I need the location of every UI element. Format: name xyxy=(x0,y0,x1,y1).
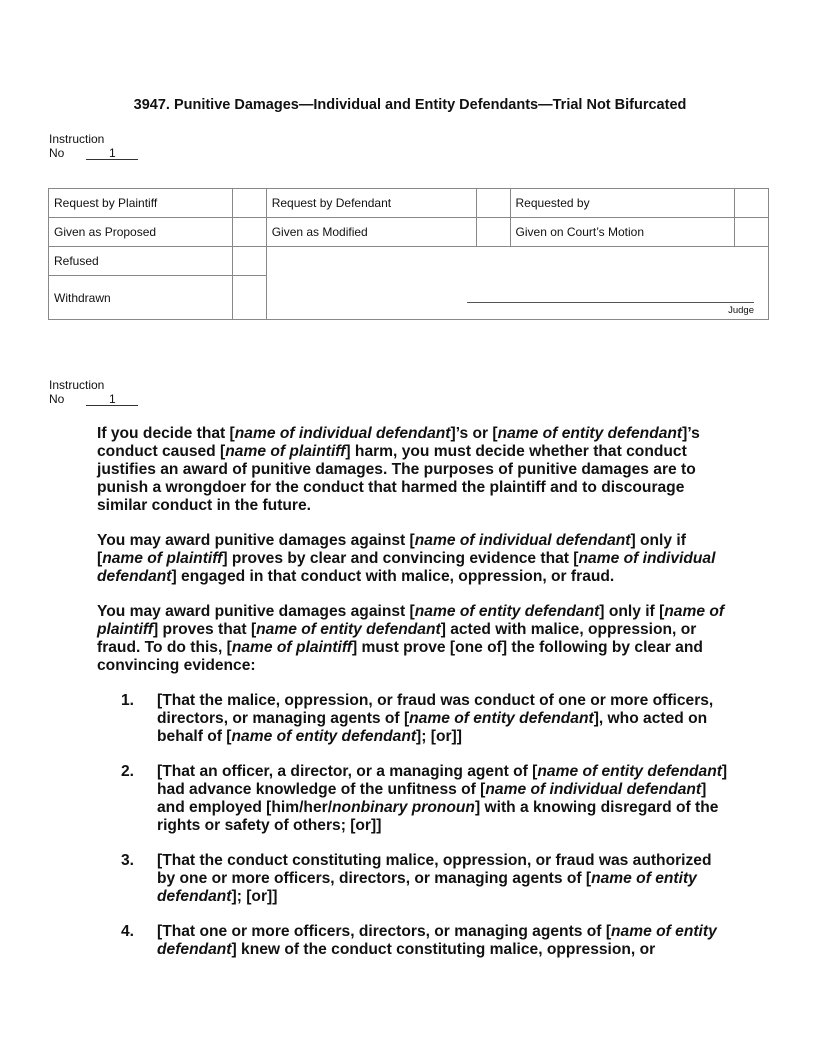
request-by-defendant-box[interactable] xyxy=(476,189,510,218)
text-segment: ]’s conduct caused [ xyxy=(97,425,700,460)
placeholder-text: name of individual defendant xyxy=(414,532,631,549)
instruction-body xyxy=(97,425,729,976)
text-segment: [That the conduct constituting malice, oppression, or fraud was authorized by one or more officers, directors, or managing agents of [ xyxy=(157,852,712,887)
instruction-label: Instruction xyxy=(49,132,105,146)
text-segment: ]; [or]] xyxy=(231,888,278,905)
text-segment: ] and employed [him/her/ xyxy=(157,781,707,816)
placeholder-text: name of entity defendant xyxy=(157,870,697,905)
placeholder-text: name of entity defendant xyxy=(409,710,594,727)
judge-signature-line xyxy=(467,302,754,303)
text-segment: ] proves that [ xyxy=(153,621,257,638)
instruction-number: 1 xyxy=(86,147,138,160)
text-segment: ] only if [ xyxy=(599,603,665,620)
request-by-plaintiff-label: Request by Plaintiff xyxy=(49,189,233,218)
text-segment: ]; [or]] xyxy=(416,728,462,745)
instruction-label: Instruction xyxy=(49,378,105,392)
text-segment: You may award punitive damages against [ xyxy=(97,603,415,620)
request-by-plaintiff-box[interactable] xyxy=(232,189,266,218)
request-by-defendant-label: Request by Defendant xyxy=(266,189,476,218)
placeholder-text: name of entity defendant xyxy=(231,728,417,745)
placeholder-text: name of plaintiff xyxy=(231,639,352,656)
withdrawn-box[interactable] xyxy=(232,276,266,320)
instruction-number-block-2 xyxy=(49,378,138,406)
text-segment: ] had advance knowledge of the unfitness of [ xyxy=(157,763,728,798)
given-on-courts-motion-label: Given on Court’s Motion xyxy=(510,218,734,247)
numbered-item xyxy=(97,692,729,746)
instruction-number-block xyxy=(49,132,138,160)
requested-by-label: Requested by xyxy=(510,189,734,218)
placeholder-text: name of individual defendant xyxy=(234,425,451,442)
placeholder-text: nonbinary pronoun xyxy=(332,799,475,816)
text-segment: ] only if [ xyxy=(97,532,686,567)
placeholder-text: name of entity defendant xyxy=(256,621,441,638)
judge-label: Judge xyxy=(728,305,754,316)
item-text xyxy=(157,852,729,906)
placeholder-text: name of plaintiff xyxy=(225,443,346,460)
instruction-paragraph xyxy=(97,532,729,586)
no-label: No xyxy=(49,146,65,160)
refused-box[interactable] xyxy=(232,247,266,276)
text-segment: ], who acted on behalf of [ xyxy=(157,710,708,745)
text-segment: [That an officer, a director, or a managing agent of [ xyxy=(157,763,538,780)
item-text xyxy=(157,763,729,835)
instruction-number: 1 xyxy=(86,393,138,406)
placeholder-text: name of entity defendant xyxy=(157,923,717,958)
item-text xyxy=(157,923,729,959)
numbered-item xyxy=(97,852,729,906)
instruction-paragraph xyxy=(97,425,729,515)
given-as-proposed-label: Given as Proposed xyxy=(49,218,233,247)
item-number: 1. xyxy=(121,692,135,709)
placeholder-text: name of entity defendant xyxy=(414,603,600,620)
given-on-courts-motion-box[interactable] xyxy=(735,218,769,247)
instruction-paragraph xyxy=(97,603,729,675)
numbered-item xyxy=(97,923,729,959)
requested-by-box[interactable] xyxy=(735,189,769,218)
withdrawn-label: Withdrawn xyxy=(49,276,233,320)
text-segment: ] proves by clear and convincing evidence that [ xyxy=(222,550,579,567)
text-segment: ] acted with malice, oppression, or fraud. To do this, [ xyxy=(97,621,697,656)
text-segment: ] must prove [one of] the following by clear and convincing evidence: xyxy=(97,639,703,674)
given-as-proposed-box[interactable] xyxy=(232,218,266,247)
instruction-title: 3947. Punitive Damages—Individual and Entity Defendants—Trial Not Bifurcated xyxy=(133,97,687,113)
text-segment: You may award punitive damages against [ xyxy=(97,532,415,549)
judge-signature-area[interactable] xyxy=(266,247,768,320)
placeholder-text: name of individual defendant xyxy=(485,781,702,798)
placeholder-text: name of individual defendant xyxy=(97,550,716,585)
item-text xyxy=(157,692,729,746)
text-segment: ] knew of the conduct constituting malice, oppression, or xyxy=(231,941,656,958)
given-as-modified-label: Given as Modified xyxy=(266,218,476,247)
no-label: No xyxy=(49,392,65,406)
placeholder-text: name of plaintiff xyxy=(102,550,223,567)
text-segment: [That the malice, oppression, or fraud was conduct of one or more officers, directors, or managing agents of [ xyxy=(157,692,714,727)
given-as-modified-box[interactable] xyxy=(476,218,510,247)
text-segment: ]’s or [ xyxy=(450,425,498,442)
placeholder-text: name of entity defendant xyxy=(537,763,722,780)
placeholder-text: name of plaintiff xyxy=(97,603,725,638)
text-segment: [That one or more officers, directors, or managing agents of [ xyxy=(157,923,612,940)
placeholder-text: name of entity defendant xyxy=(497,425,683,442)
instruction-disposition-form xyxy=(48,188,769,320)
refused-label: Refused xyxy=(49,247,233,276)
item-number: 4. xyxy=(121,923,135,940)
item-number: 3. xyxy=(121,852,135,869)
text-segment: If you decide that [ xyxy=(97,425,235,442)
item-number: 2. xyxy=(121,763,135,780)
text-segment: ] harm, you must decide whether that conduct justifies an award of punitive damages. The purposes of punitive damages are to punish a wrongdoer for the conduct that harmed the plaintiff and to discourage similar conduct in the future. xyxy=(97,443,696,514)
numbered-item xyxy=(97,763,729,835)
text-segment: ] with a knowing disregard of the rights or safety of others; [or]] xyxy=(157,799,719,834)
text-segment: ] engaged in that conduct with malice, oppression, or fraud. xyxy=(171,568,615,585)
